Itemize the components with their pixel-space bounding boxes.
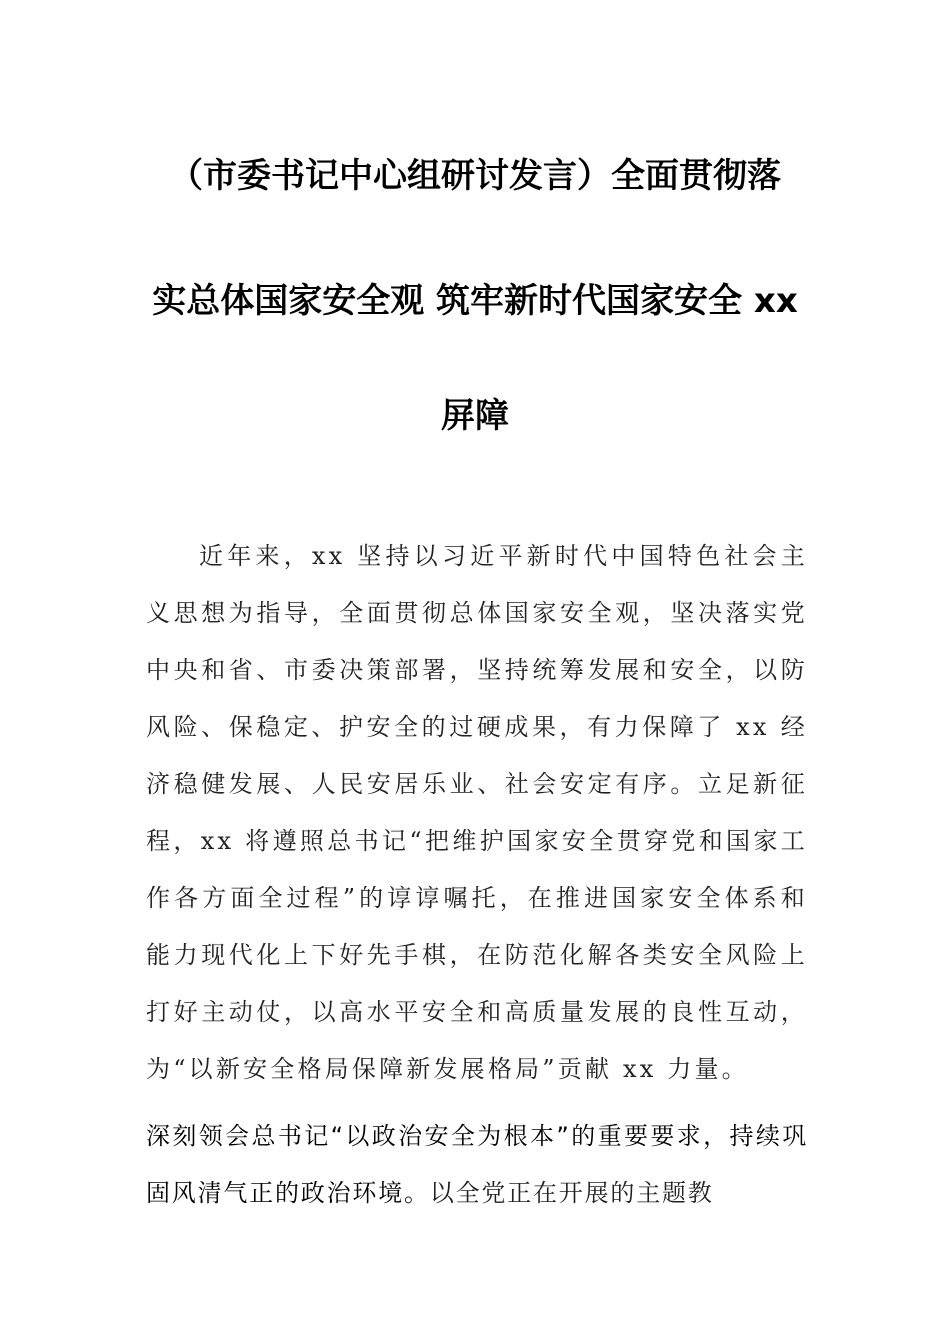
body-paragraph-1: 近年来，xx 坚持以习近平新时代中国特色社会主义思想为指导，全面贯彻总体国家安全观，坚决落实党中央和省、市委决策部署，坚持统筹发展和安全，以防风险、保稳定、护安全的过硬成果，有力保障了 xx 经济稳健发展、人民安居乐业、社会安定有序。立足新征程，xx 将遵照总书记“把维护国家安全贯穿党和国家工作各方面全过程”的谆谆嘱托，在推进国家安全体系和能力现代化上下好先手棋，在防范化解各类安全风险上打好主动仗，以高水平安全和高质量发展的良性互动，为“以新安全格局保障新发展格局”贡献 xx 力量。 bbox=[146, 542, 808, 1083]
document-title-line-3: 屏障 bbox=[441, 396, 509, 436]
body-paragraph-2 bbox=[146, 1108, 808, 1222]
paragraph-2-heading: 深刻领会总书记“以政治安全为根本”的重要要求，持续巩固风清气正的政治环境。 bbox=[146, 1122, 808, 1207]
document-title-line-1: （市委书记中心组研讨发言）全面贯彻落 bbox=[169, 156, 781, 196]
document-title-line-2: 实总体国家安全观 筑牢新时代国家安全 xx bbox=[152, 281, 798, 321]
paragraph-2-text: 以全党正在开展的主题教 bbox=[429, 1179, 714, 1207]
